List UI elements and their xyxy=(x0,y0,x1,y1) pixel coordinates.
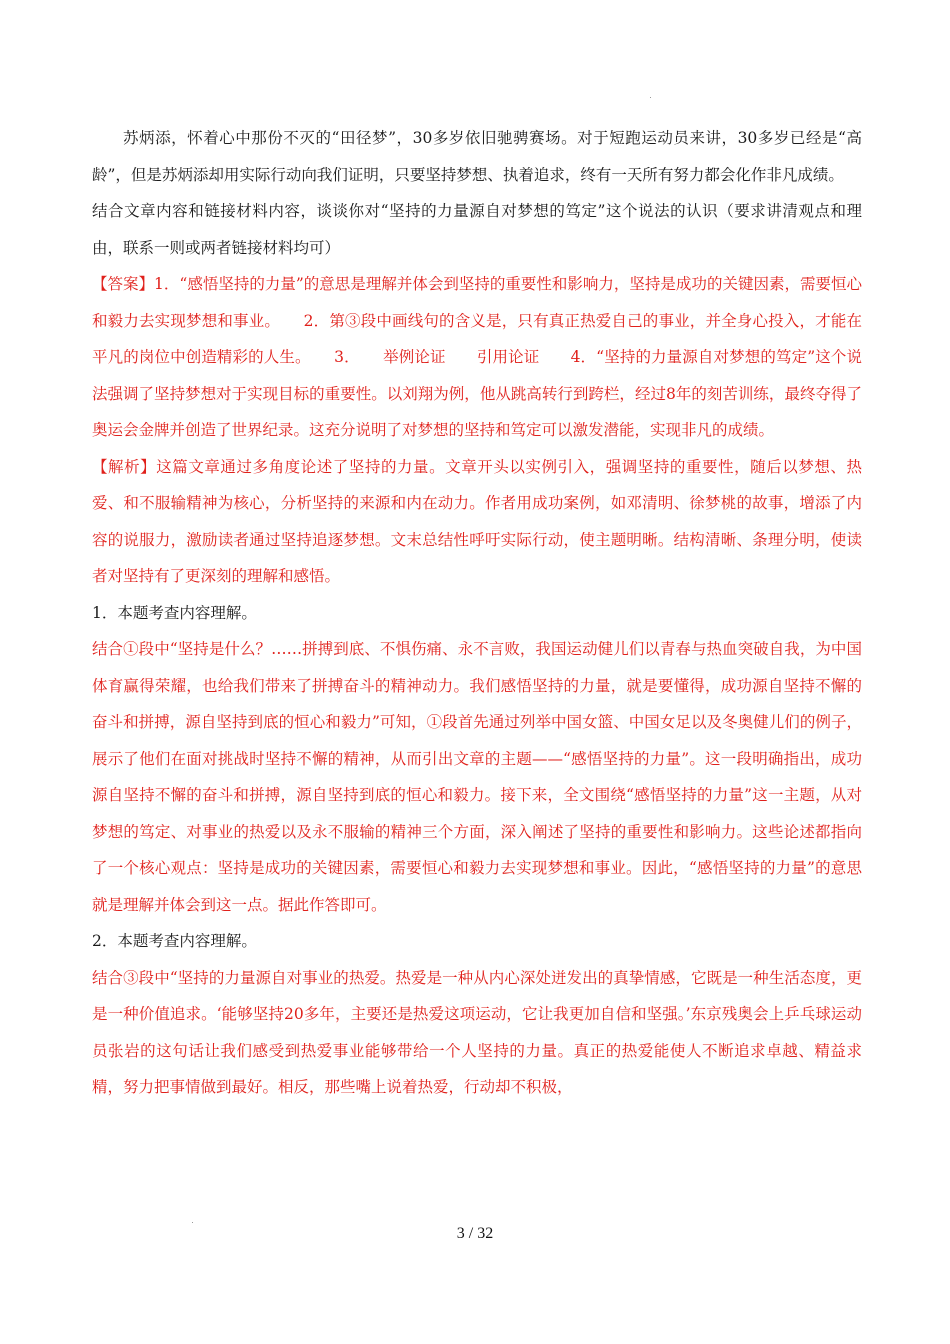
scan-speck xyxy=(650,97,651,98)
answer-block xyxy=(92,266,862,449)
scan-speck xyxy=(192,1222,193,1223)
q2-explanation: 结合③段中“坚持的力量源自对事业的热爱。热爱是一种从内心深处迸发出的真挚情感，它既是一种生活态度，更是一种价值追求。‘能够坚持20多年，主要还是热爱这项运动，它让我更加自信和坚强。’东京残奥会上乒乓球运动员张岩的这句话让我们感受到热爱事业能够带给一个人坚持的力量。真正的热爱能使人不断追求卓越、精益求精，努力把事情做到最好。相反，那些嘴上说着热爱，行动却不积极， xyxy=(92,968,862,1096)
answer-tag: 【答案】 xyxy=(92,275,155,293)
question-prompt: 结合文章内容和链接材料内容，谈谈你对“坚持的力量源自对梦想的笃定”这个说法的认识（要求讲清观点和理由，联系一则或两者链接材料均可） xyxy=(92,202,862,257)
analysis-block xyxy=(92,449,862,595)
link-material-paragraph: 苏炳添，怀着心中那份不灭的“田径梦”，30多岁依旧驰骋赛场。对于短跑运动员来讲，30多岁已经是“高龄”，但是苏炳添却用实际行动向我们证明，只要坚持梦想、执着追求，终有一天所有努力都会化作非凡成绩。 xyxy=(92,129,862,184)
page-number: 3 / 32 xyxy=(456,1225,494,1242)
analysis-tag: 【解析】 xyxy=(92,457,157,476)
q1-explanation: 结合①段中“坚持是什么？……拼搏到底、不惧伤痛、永不言败，我国运动健儿们以青春与热血突破自我，为中国体育赢得荣耀，也给我们带来了拼搏奋斗的精神动力。我们感悟坚持的力量，就是要懂得，成功源自坚持不懈的奋斗和拼搏，源自坚持到底的恒心和毅力”可知，①段首先通过列举中国女篮、中国女足以及冬奥健儿们的例子，展示了他们在面对挑战时坚持不懈的精神，从而引出文章的主题——“感悟坚持的力量”。这一段明确指出，成功源自坚持不懈的奋斗和拼搏，源自坚持到底的恒心和毅力。接下来，全文围绕“感悟坚持的力量”这一主题，从对梦想的笃定、对事业的热爱以及永不服输的精神三个方面，深入阐述了坚持的重要性和影响力。这些论述都指向了一个核心观点：坚持是成功的关键因素，需要恒心和毅力去实现梦想和事业。因此，“感悟坚持的力量”的意思就是理解并体会到这一点。据此作答即可。 xyxy=(92,640,862,914)
page-content xyxy=(92,120,862,1106)
answer-text: 1．“感悟坚持的力量”的意思是理解并体会到坚持的重要性和影响力，坚持是成功的关键因素，需要恒心和毅力去实现梦想和事业。 2．第③段中画线句的含义是，只有真正热爱自己的事业，并全身心投入，才能在平凡的岗位中创造精彩的人生。 3． 举例论证 引用论证 4．“坚持的力量源自对梦想的笃定”这个说法强调了坚持梦想对于实现目标的重要性。以刘翔为例，他从跳高转行到跨栏，经过8年的刻苦训练，最终夺得了奥运会金牌并创造了世界纪录。这充分说明了对梦想的坚持和笃定可以激发潜能，实现非凡的成绩。 xyxy=(92,275,862,439)
analysis-text: 这篇文章通过多角度论述了坚持的力量。文章开头以实例引入，强调坚持的重要性，随后以梦想、热爱、和不服输精神为核心，分析坚持的来源和内在动力。作者用成功案例，如邓清明、徐梦桃的故事，增添了内容的说服力，激励读者通过坚持追逐梦想。文末总结性呼吁实际行动，使主题明晰。结构清晰、条理分明，使读者对坚持有了更深刻的理解和感悟。 xyxy=(92,457,862,585)
q1-heading: 1．本题考查内容理解。 xyxy=(92,603,257,622)
q2-heading: 2．本题考查内容理解。 xyxy=(92,932,257,950)
